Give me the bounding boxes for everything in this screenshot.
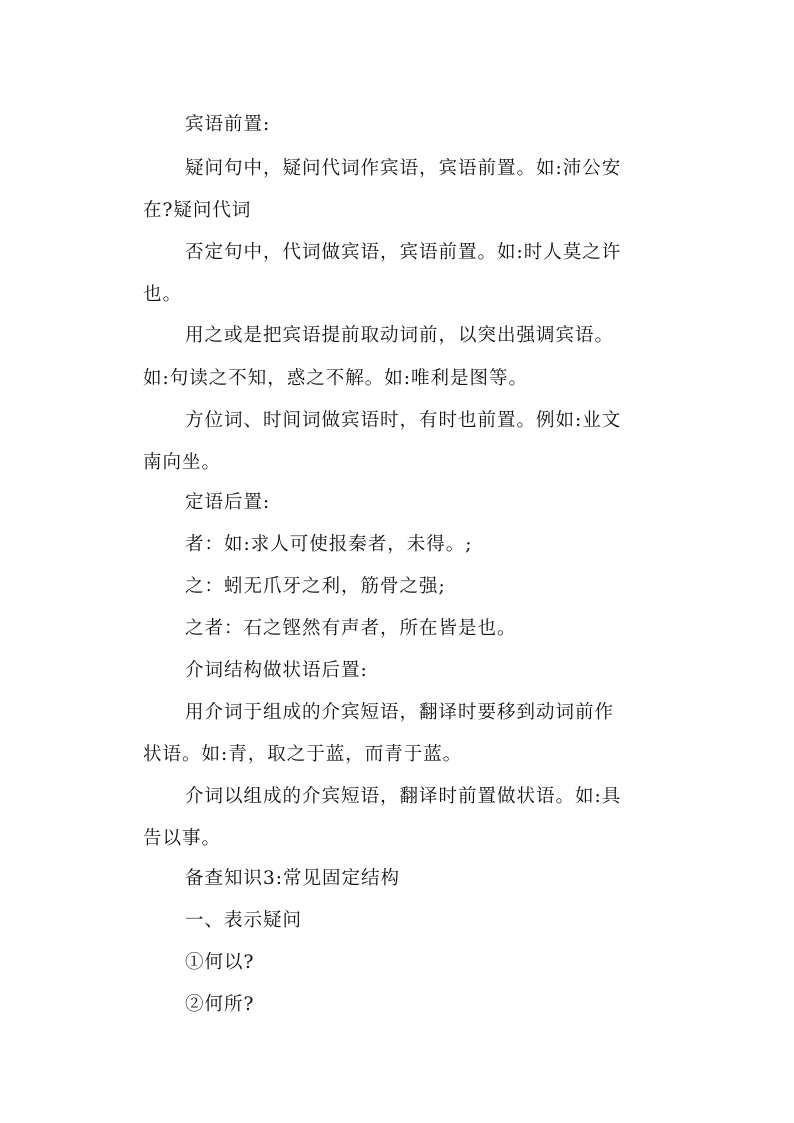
text-line: ①何以? [185,952,255,973]
text-line: 南向坐。 [143,452,222,473]
text-line: ②何所? [185,994,255,1015]
text-line: 方位词、时间词做宾语时，有时也前置。例如:业文 [185,410,622,431]
text-line: 宾语前置: [185,114,271,135]
text-line: 之：蚓无爪牙之利，筋骨之强; [185,576,446,597]
text-line: 备查知识3:常见固定结构 [185,868,401,889]
text-line: 之者：石之铿然有声者，所在皆是也。 [185,618,517,639]
text-line: 也。 [143,284,183,305]
text-line: 介词以组成的介宾短语，翻译时前置做状语。如:具 [185,786,622,807]
text-line: 如:句读之不知，惑之不解。如:唯利是图等。 [143,368,528,389]
text-line: 告以事。 [143,828,222,849]
text-line: 用之或是把宾语提前取动词前，以突出强调宾语。 [185,325,615,346]
text-line: 在?疑问代词 [143,200,252,221]
text-line: 用介词于组成的介宾短语，翻译时要移到动词前作 [185,702,615,723]
text-line: 一、表示疑问 [185,910,303,931]
text-line: 状语。如:青，取之于蓝，而青于蓝。 [143,744,463,765]
text-line: 疑问句中，疑问代词作宾语，宾语前置。如:沛公安 [185,158,622,179]
text-line: 否定句中，代词做宾语，宾语前置。如:时人莫之许 [185,242,622,263]
text-line: 者：如:求人可使报秦者，未得。; [185,534,473,555]
text-line: 介词结构做状语后置: [185,660,368,681]
text-line: 定语后置: [185,492,271,513]
